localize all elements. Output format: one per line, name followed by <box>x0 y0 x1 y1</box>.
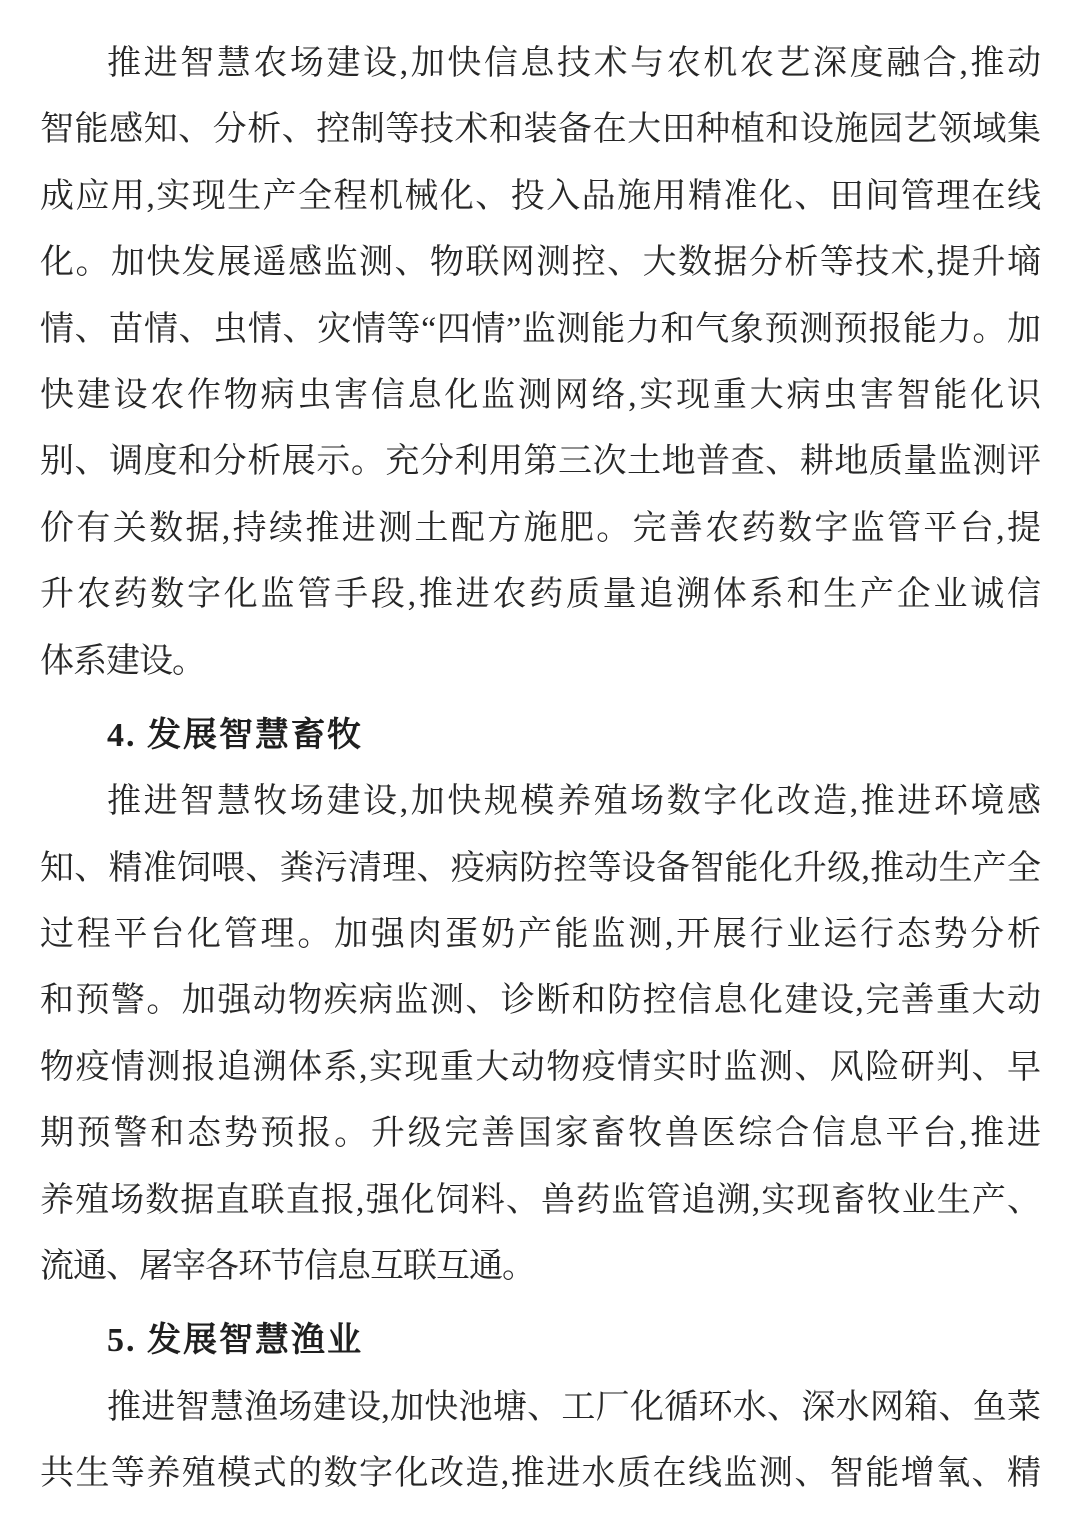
paragraph-line: 推进智慧渔场建设,加快池塘、工厂化循环水、深水网箱、鱼菜 <box>107 1388 1040 1426</box>
paragraph-line: 过程平台化管理。加强肉蛋奶产能监测,开展行业运行态势分析 <box>40 916 1040 954</box>
paragraph-line: 体系建设。 <box>40 642 205 680</box>
section-heading-5-smart-fishery: 5. 发展智慧渔业 <box>107 1322 363 1360</box>
paragraph-line: 物疫情测报追溯体系,实现重大动物疫情实时监测、风险研判、早 <box>40 1048 1040 1086</box>
paragraph-line: 和预警。加强动物疾病监测、诊断和防控信息化建设,完善重大动 <box>40 982 1040 1020</box>
paragraph-line: 推进智慧牧场建设,加快规模养殖场数字化改造,推进环境感 <box>107 783 1040 821</box>
paragraph-line: 养殖场数据直联直报,强化饲料、兽药监管追溯,实现畜牧业生产、 <box>40 1181 1040 1219</box>
paragraph-line: 共生等养殖模式的数字化改造,推进水质在线监测、智能增氧、精 <box>40 1455 1040 1493</box>
paragraph-line: 别、调度和分析展示。充分利用第三次土地普查、耕地质量监测评 <box>40 443 1040 481</box>
paragraph-line: 升农药数字化监管手段,推进农药质量追溯体系和生产企业诚信 <box>40 576 1040 614</box>
paragraph-line: 快建设农作物病虫害信息化监测网络,实现重大病虫害智能化识 <box>40 376 1040 414</box>
paragraph-line: 成应用,实现生产全程机械化、投入品施用精准化、田间管理在线 <box>40 177 1040 215</box>
paragraph-line: 智能感知、分析、控制等技术和装备在大田种植和设施园艺领域集 <box>40 111 1040 149</box>
paragraph-line: 化。加快发展遥感监测、物联网测控、大数据分析等技术,提升墒 <box>40 244 1040 282</box>
paragraph-line: 价有关数据,持续推进测土配方施肥。完善农药数字监管平台,提 <box>40 509 1040 547</box>
paragraph-line: 流通、屠宰各环节信息互联互通。 <box>40 1248 535 1286</box>
paragraph-line: 知、精准饲喂、粪污清理、疫病防控等设备智能化升级,推动生产全 <box>40 849 1040 887</box>
paragraph-line: 推进智慧农场建设,加快信息技术与农机农艺深度融合,推动 <box>107 45 1040 82</box>
paragraph-line: 情、苗情、虫情、灾情等“四情”监测能力和气象预测预报能力。加 <box>40 310 1040 348</box>
section-heading-4-smart-livestock: 4. 发展智慧畜牧 <box>107 716 363 754</box>
paragraph-line: 期预警和态势预报。升级完善国家畜牧兽医综合信息平台,推进 <box>40 1115 1040 1153</box>
